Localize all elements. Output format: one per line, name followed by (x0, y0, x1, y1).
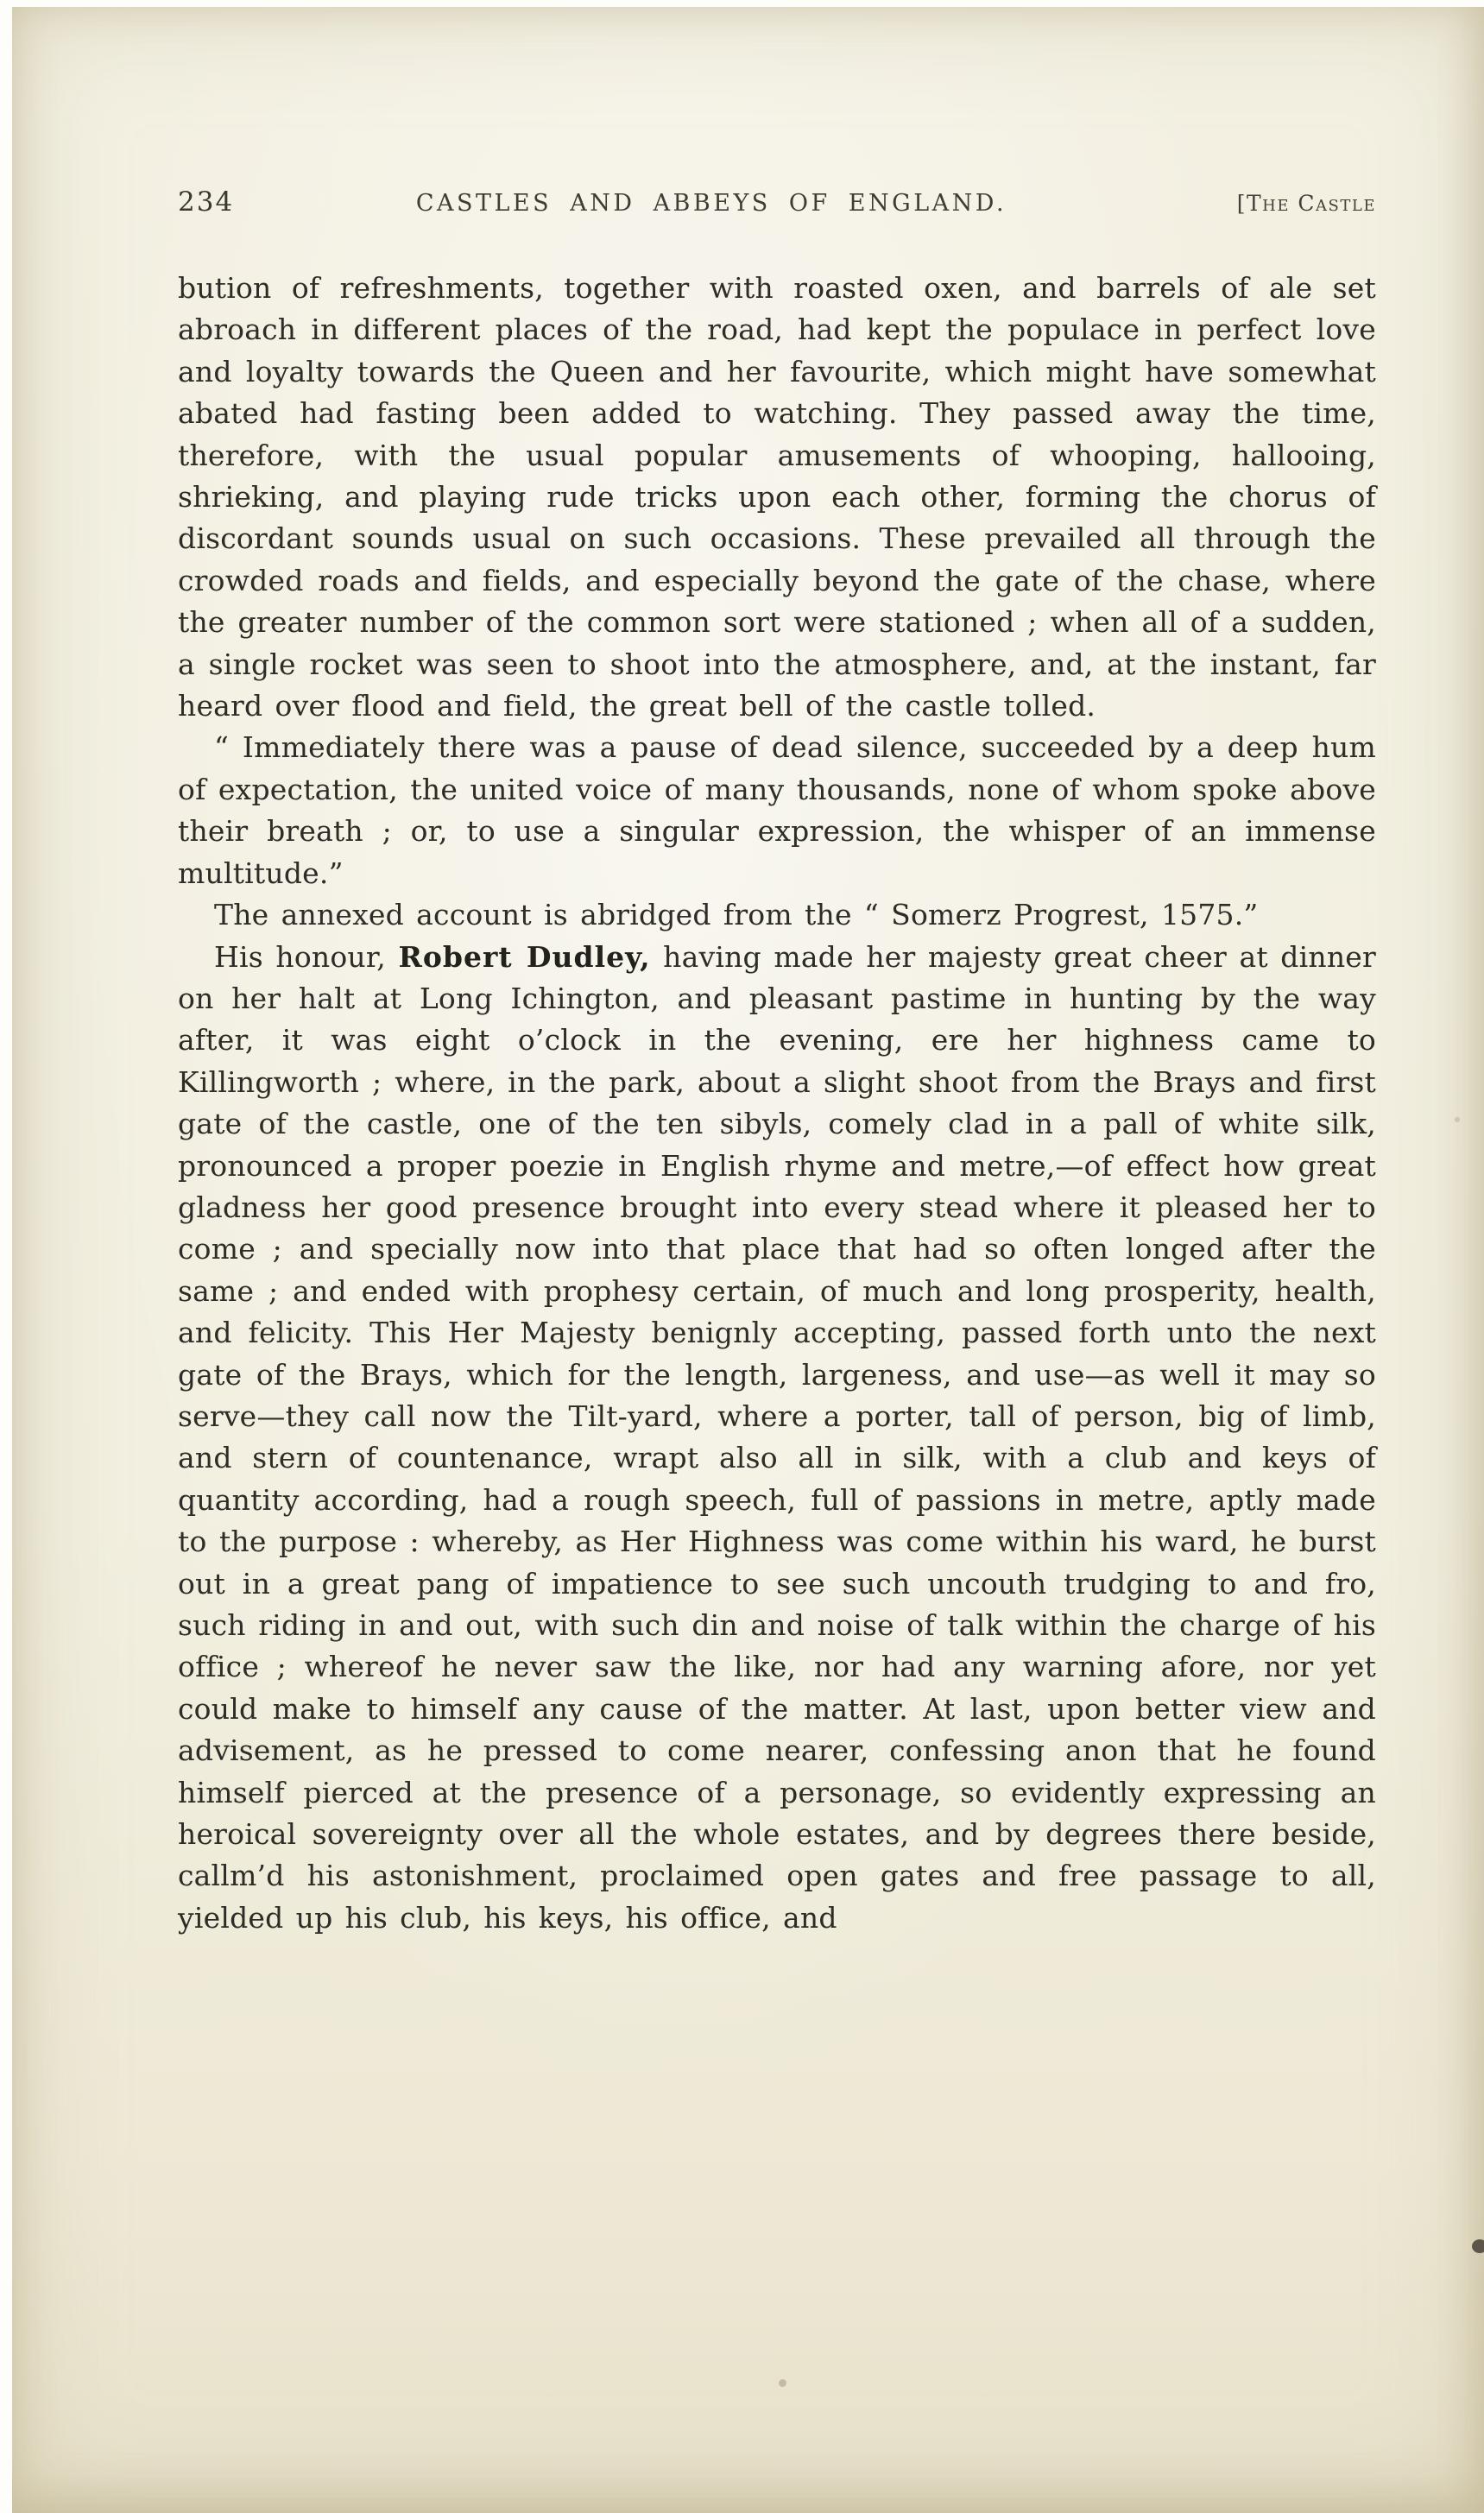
ink-speck (1472, 2239, 1484, 2253)
paragraph-annexed-account: The annexed account is abridged from the “ Somerz Progrest, 1575.” (214, 898, 1259, 932)
page-number: 234 (178, 186, 235, 218)
paper-speck (1455, 1117, 1460, 1122)
header-section-label: [The Castle (1236, 191, 1376, 216)
paragraph-text-pre: His honour, (214, 939, 399, 974)
robert-dudley-blackletter-name: Robert Dudley, (398, 939, 651, 974)
running-title: CASTLES AND ABBEYS OF ENGLAND. (415, 190, 1007, 217)
text-block (178, 186, 1376, 1939)
paragraph-quote: “ Immediately there was a pause of dead silence, succeeded by a deep hum of expectation, the united voice of many thousands, none of whom spoke above their breath ; or, to use a singular expression, the whisper of an immense multitude.” (178, 730, 1376, 890)
paragraph-continuation: bution of refreshments, together with roasted oxen, and barrels of ale set abroach in different places of the road, had kept the populace in perfect love and loyalty towards the Queen and her favourite, which might have somewhat abated had fasting been added to watching. They passed away the time, therefore, with the usual popular amusements of whooping, hallooing, shrieking, and playing rude tricks upon each other, forming the chorus of discordant sounds usual on such occasions. These prevailed all through the crowded roads and fields, and especially beyond the gate of the chase, where the greater number of the common sort were stationed ; when all of a sudden, a single rocket was seen to shoot into the atmosphere, and, at the instant, far heard over flood and field, the great bell of the castle tolled. (178, 271, 1376, 723)
paragraph-robert-dudley (178, 937, 1376, 1940)
paper-speck (779, 2379, 786, 2387)
paragraph-text-post: having made her majesty great cheer at dinner on her halt at Long Ichington, and pleasant pastime in hunting by the way after, it was eight o’clock in the evening, ere her highness came to Killingworth ; where, in the park, about a slight shoot from the Brays and first gate of the castle, one of the ten sibyls, comely clad in a pall of white silk, pronounced a proper poezie in English rhyme and metre,—of effect how great gladness her good presence brought into every stead where it pleased her to come ; and specially now into that place that had so often longed after the same ; and ended with prophesy certain, of much and long prosperity, health, and felicity. This Her Majesty benignly accepting, passed forth unto the next gate of the Brays, which for the length, largeness, and use—as well it may so serve—they call now the Tilt-yard, where a porter, tall of person, big of limb, and stern of countenance, wrapt also all in silk, with a club and keys of quantity according, had a rough speech, full of passions in metre, aptly made to the purpose : whereby, as Her Highness was come within his ward, he burst out in a great pang of impatience to see such uncouth trudging to and fro, such riding in and out, with such din and noise of talk within the charge of his office ; whereof he never saw the like, nor had any warning afore, nor yet could make to himself any cause of the matter. At last, upon better view and advisement, as he pressed to come nearer, confessing anon that he found himself pierced at the presence of a personage, so evidently expressing an heroical sovereignty over all the whole estates, and by degrees there beside, callm’d his astonishment, proclaimed open gates and free passage to all, yielded up his club, his keys, his office, and (178, 939, 1376, 1935)
book-page (12, 7, 1484, 2513)
running-head (178, 186, 1376, 218)
body-text (178, 268, 1376, 1939)
